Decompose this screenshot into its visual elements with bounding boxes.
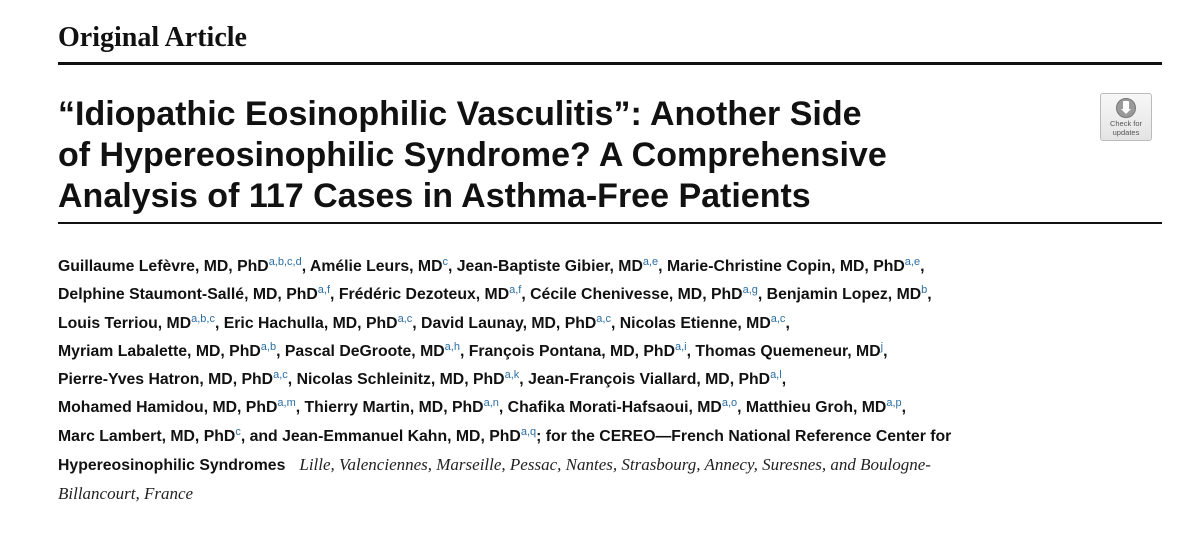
affiliation-superscript: a,b,c,d [268,256,302,268]
author-separator: , [927,286,932,304]
affiliation-superscript: j [880,340,884,353]
author-separator: , [686,342,696,360]
check-for-updates-badge[interactable] [1100,93,1152,141]
title-line: “Idiopathic Eosinophilic Vasculitis”: Another Side [58,95,862,133]
author-line [58,394,1168,422]
affiliation-superscript: a,k [504,369,520,382]
affiliation-superscript: a,b [260,340,277,353]
places-line [58,480,1168,509]
affiliation-superscript: a,n [483,397,499,410]
author-name: Jean-Baptiste Gibier, MD [456,258,643,275]
author-name: Chafika Morati-Hafsaoui, MD [507,399,722,417]
author-separator: , [920,258,925,275]
affiliation-superscript: a,e [642,256,659,268]
author-name: Matthieu Groh, MD [745,399,887,417]
group-name: Hypereosinophilic Syndromes [58,457,286,475]
group-line [58,451,1168,480]
author-name: Marie-Christine Copin, MD, PhD [666,258,905,275]
title-line: of Hypereosinophilic Syndrome? A Comprehensive [58,136,887,174]
author-separator: , [658,258,667,275]
author-name: Thomas Quemeneur, MD [695,342,881,360]
author-separator: , [412,314,422,332]
affiliation-superscript: a,g [742,284,758,297]
affiliation-superscript: c [442,256,448,268]
affiliation-superscript: a,c [273,369,288,382]
author-name: Pascal DeGroote, MD [284,342,445,360]
author-separator: , [901,399,907,417]
affiliation-superscript: a,f [509,284,522,297]
author-separator: , [459,342,469,360]
affiliation-places: Billancourt, France [58,484,194,504]
affiliation-places: Lille, Valenciennes, Marseille, Pessac, Nantes, Strasbourg, Annecy, Suresnes, and Boulogne- [299,455,931,475]
author-line [58,253,1168,281]
author-name: Nicolas Etienne, MD [619,314,771,332]
author-line [58,366,1168,394]
author-separator: ; for the CEREO—French National Reference Center for [536,427,952,445]
crossmark-icon [1115,97,1137,119]
author-name: Thierry Martin, MD, PhD [304,399,484,417]
author-separator: , [737,399,746,417]
author-separator: , [521,286,531,304]
affiliation-superscript: c [235,425,241,438]
title-line: Analysis of 117 Cases in Asthma-Free Patients [58,177,811,215]
author-name: François Pontana, MD, PhD [468,342,675,360]
affiliation-superscript: a,c [770,312,786,325]
affiliation-superscript: a,o [721,397,738,410]
author-separator: , [519,371,529,389]
author-separator: , [330,286,339,304]
author-name: Mohamed Hamidou, MD, PhD [58,399,278,417]
affiliation-superscript: a,p [886,397,902,410]
author-separator: , [883,342,888,360]
author-name: Marc Lambert, MD, PhD [58,427,236,445]
author-name: Louis Terriou, MD [58,314,192,332]
author-separator: , [214,314,224,332]
affiliation-superscript: a,h [444,340,460,353]
affiliation-superscript: a,l [770,369,782,382]
article-title [58,94,1058,217]
author-separator: , [757,286,767,304]
author-separator: , [610,314,620,332]
author-line [58,310,1168,338]
author-name: Pierre-Yves Hatron, MD, PhD [58,371,274,389]
author-name: Benjamin Lopez, MD [766,286,922,304]
author-name: and Jean-Emmanuel Kahn, MD, PhD [249,427,521,445]
author-separator: , [287,371,297,389]
badge-label-line2: updates [1112,128,1140,137]
author-name: Cécile Chenivesse, MD, PhD [530,286,743,304]
author-separator: , [781,371,787,389]
author-name: Myriam Labalette, MD, PhD [58,342,261,360]
top-rule [58,62,1162,65]
author-separator: , [785,314,790,332]
affiliation-superscript: a,c [397,312,413,325]
author-name: Nicolas Schleinitz, MD, PhD [296,371,505,389]
author-separator: , [295,399,305,417]
author-name: Guillaume Lefèvre, MD, PhD [58,258,269,275]
affiliation-superscript: a,q [520,425,537,438]
affiliation-superscript: a,i [674,340,687,353]
author-separator: , [276,342,285,360]
author-line [58,281,1168,309]
author-name: Delphine Staumont-Sallé, MD, PhD [58,286,318,304]
affiliation-superscript: a,f [317,284,331,297]
author-separator: , [447,258,457,275]
author-name: Amélie Leurs, MD [309,258,443,275]
author-name: Eric Hachulla, MD, PhD [223,314,398,332]
affiliation-superscript: a,m [277,397,296,410]
badge-label-line1: Check for [1109,119,1143,128]
author-list [58,253,1168,510]
section-label: Original Article [58,22,247,53]
affiliation-superscript: a,e [904,256,921,268]
author-line [58,338,1168,366]
author-separator: , [301,258,310,275]
title-bottom-rule [58,222,1162,224]
author-name: Frédéric Dezoteux, MD [338,286,510,304]
affiliation-superscript: b [921,284,928,297]
author-line [58,423,1168,451]
author-name: David Launay, MD, PhD [421,314,597,332]
author-separator: , [498,399,508,417]
author-name: Jean-François Viallard, MD, PhD [528,371,771,389]
affiliation-superscript: a,b,c [191,312,215,325]
affiliation-superscript: a,c [596,312,611,325]
author-separator: , [240,427,250,445]
